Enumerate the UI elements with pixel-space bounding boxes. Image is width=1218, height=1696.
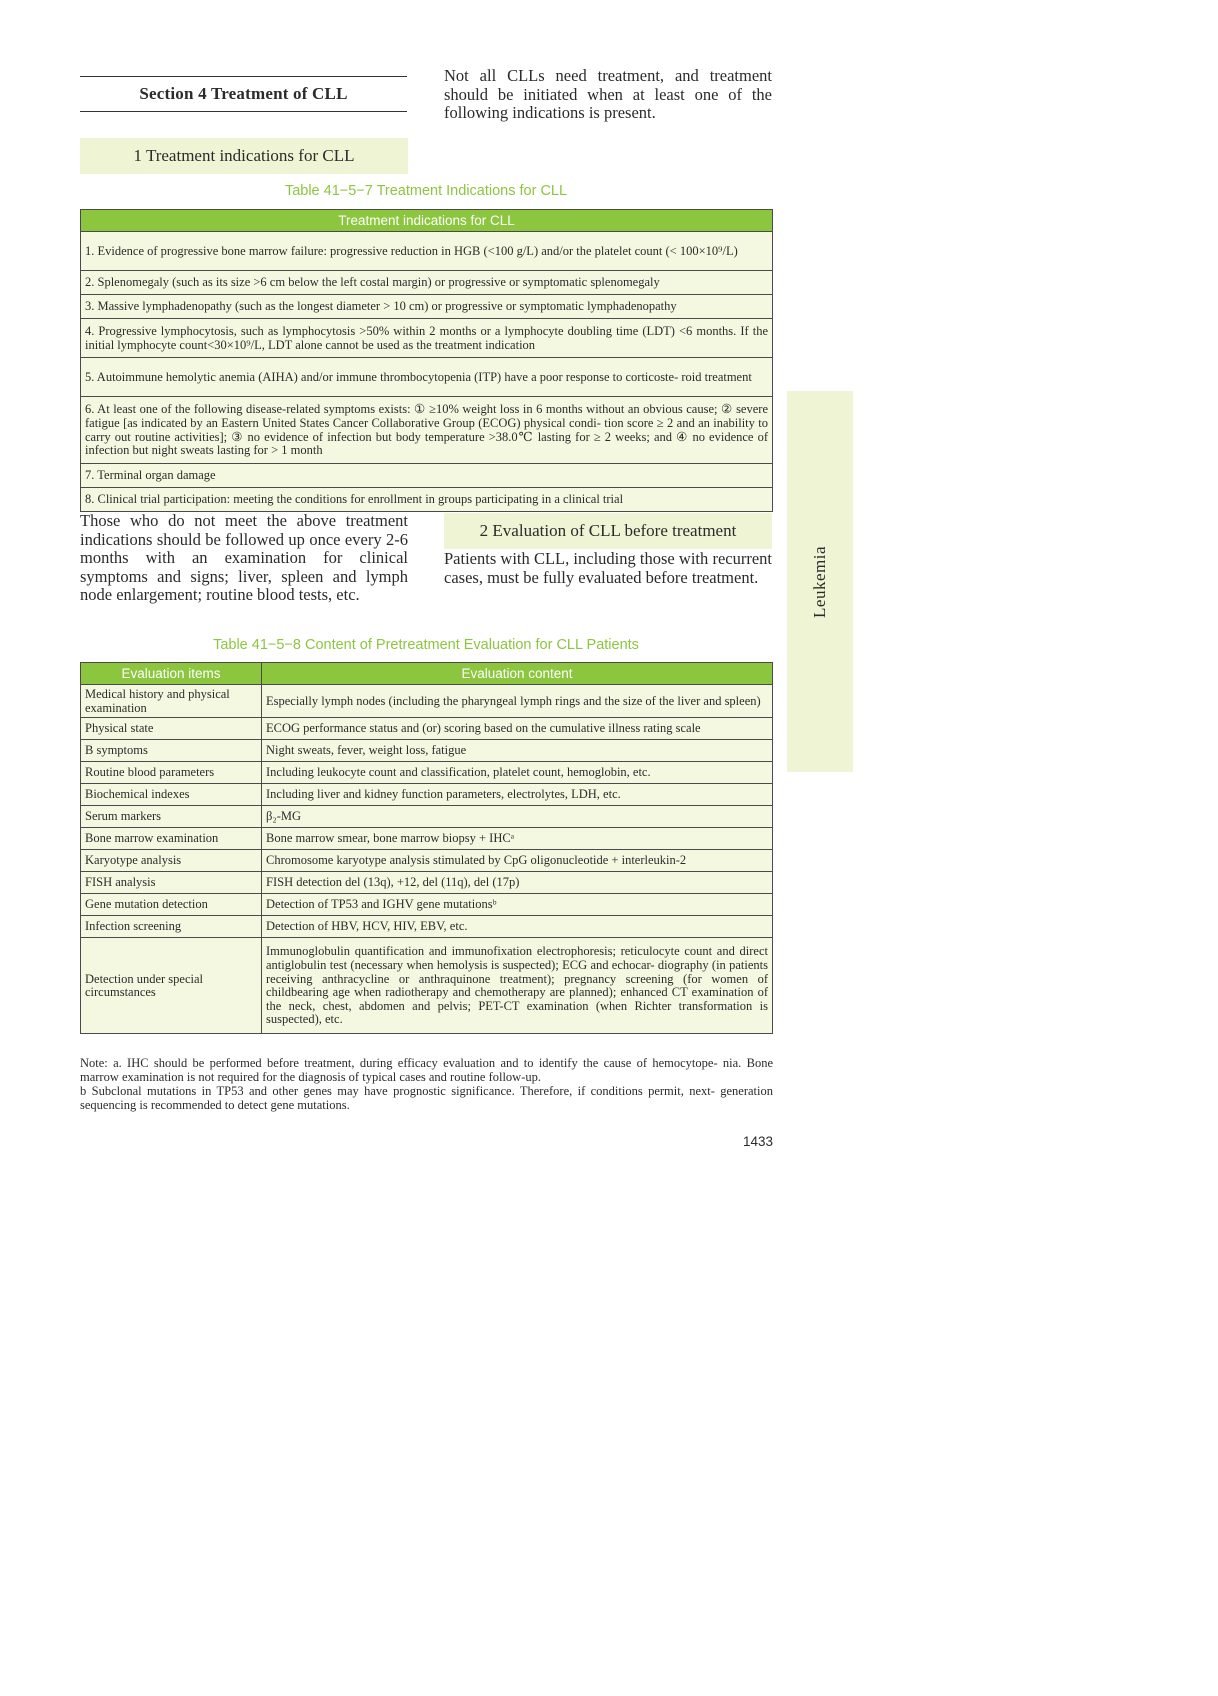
table-row xyxy=(81,488,773,512)
evaluation-item: Bone marrow examination xyxy=(81,828,262,850)
evaluation-item: FISH analysis xyxy=(81,872,262,894)
table-row xyxy=(81,850,773,872)
table-row xyxy=(81,685,773,718)
note-a: Note: a. IHC should be performed before treatment, during efficacy evaluation and to identify the cause of hemocytope- nia. Bone marrow examination is not required for the diagnosis of typical cases and routine follow-up. xyxy=(80,1056,773,1084)
table-row xyxy=(81,916,773,938)
table1-header: Treatment indications for CLL xyxy=(81,210,773,232)
intro-paragraph: Not all CLLs need treatment, and treatment should be initiated when at least one of the following indications is present. xyxy=(444,66,772,122)
followup-paragraph: Those who do not meet the above treatment indications should be followed up once every 2-6 months with an examination for clinical symptoms and signs; liver, spleen and lymph node enlargement; routine blood tests, etc. xyxy=(80,511,408,604)
evaluation-content: Including liver and kidney function parameters, electrolytes, LDH, etc. xyxy=(262,784,773,806)
treatment-indications-table xyxy=(80,209,773,512)
evaluation-content: Chromosome karyotype analysis stimulated by CpG oligonucleotide + interleukin-2 xyxy=(262,850,773,872)
table-row xyxy=(81,464,773,488)
evaluation-content: Including leukocyte count and classification, platelet count, hemoglobin, etc. xyxy=(262,762,773,784)
table1-cell: 7. Terminal organ damage xyxy=(81,464,773,488)
table-row xyxy=(81,784,773,806)
evaluation-content: Night sweats, fever, weight loss, fatigue xyxy=(262,740,773,762)
table1-cell: 3. Massive lymphadenopathy (such as the longest diameter > 10 cm) or progressive or symptomatic lymphadenopathy xyxy=(81,295,773,319)
evaluation-paragraph: Patients with CLL, including those with recurrent cases, must be fully evaluated before treatment. xyxy=(444,549,772,587)
evaluation-content: ECOG performance status and (or) scoring based on the cumulative illness rating scale xyxy=(262,718,773,740)
table1-cell: 2. Splenomegaly (such as its size >6 cm below the left costal margin) or progressive or symptomatic splenomegaly xyxy=(81,271,773,295)
section-title: Section 4 Treatment of CLL xyxy=(139,84,348,103)
table1-cell: 6. At least one of the following disease-related symptoms exists: ① ≥10% weight loss in 6 months without an obvious cause; ② severe fatigue [as indicated by an Eastern United States Cancer Collaborative Group (ECOG) physical condi- tion score ≥ 2 and an inability to carry out routine activities]; ③ no evidence of infection but body temperature >38.0℃ lasting for ≥ 2 weeks; and ④ no evidence of infection but night sweats lasting for > 1 month xyxy=(81,397,773,464)
table1-cell: 4. Progressive lymphocytosis, such as lymphocytosis >50% within 2 months or a lymphocyte doubling time (LDT) <6 months. If the initial lymphocyte count<30×10⁹/L, LDT alone cannot be used as the treatment indication xyxy=(81,319,773,358)
table-row xyxy=(81,872,773,894)
evaluation-item: Infection screening xyxy=(81,916,262,938)
table-row xyxy=(81,828,773,850)
evaluation-item: Karyotype analysis xyxy=(81,850,262,872)
table-row xyxy=(81,740,773,762)
section-bottom-rule xyxy=(80,111,407,112)
table-row xyxy=(81,894,773,916)
table-row xyxy=(81,397,773,464)
section-top-rule xyxy=(80,76,407,77)
evaluation-content: FISH detection del (13q), +12, del (11q), del (17p) xyxy=(262,872,773,894)
evaluation-content: Bone marrow smear, bone marrow biopsy + IHCᵃ xyxy=(262,828,773,850)
evaluation-item: Routine blood parameters xyxy=(81,762,262,784)
evaluation-item: Gene mutation detection xyxy=(81,894,262,916)
evaluation-item: Serum markers xyxy=(81,806,262,828)
evaluation-item: Medical history and physical examination xyxy=(81,685,262,718)
table-row xyxy=(81,806,773,828)
table2-caption: Table 41−5−8 Content of Pretreatment Evaluation for CLL Patients xyxy=(213,637,639,653)
evaluation-content: Immunoglobulin quantification and immunofixation electrophoresis; reticulocyte count and direct antiglobulin test (necessary when hemolysis is suspected); ECG and echocar- diography (in patients receiving anthracycline or anthraquinone treatment); pregnancy screening (for women of childbearing age when radiotherapy and chemotherapy are planned); enhanced CT examination of the neck, chest, abdomen and pelvis; PET-CT examination (when Richter transformation is suspected), etc. xyxy=(262,938,773,1034)
table-row xyxy=(81,762,773,784)
table2-header-content: Evaluation content xyxy=(262,663,773,685)
evaluation-content: Detection of HBV, HCV, HIV, EBV, etc. xyxy=(262,916,773,938)
heading-treatment-indications: 1 Treatment indications for CLL xyxy=(80,138,408,174)
evaluation-item: Detection under special circumstances xyxy=(81,938,262,1034)
table2-header-items: Evaluation items xyxy=(81,663,262,685)
evaluation-content: Especially lymph nodes (including the pharyngeal lymph rings and the size of the liver and spleen) xyxy=(262,685,773,718)
table-row xyxy=(81,295,773,319)
table-row xyxy=(81,319,773,358)
table-row xyxy=(81,271,773,295)
evaluation-item: Physical state xyxy=(81,718,262,740)
pretreatment-evaluation-table xyxy=(80,662,773,1034)
table1-caption: Table 41−5−7 Treatment Indications for CLL xyxy=(284,183,568,199)
table-notes xyxy=(80,1056,773,1112)
page-number: 1433 xyxy=(742,1134,773,1149)
table1-cell: 5. Autoimmune hemolytic anemia (AIHA) and/or immune thrombocytopenia (ITP) have a poor response to corticoste- roid treatment xyxy=(81,358,773,397)
side-tab-label: Leukemia xyxy=(810,545,829,618)
table-row xyxy=(81,232,773,271)
evaluation-content: Detection of TP53 and IGHV gene mutationsᵇ xyxy=(262,894,773,916)
table1-cell: 1. Evidence of progressive bone marrow failure: progressive reduction in HGB (<100 g/L) and/or the platelet count (< 100×10⁹/L) xyxy=(81,232,773,271)
heading-evaluation: 2 Evaluation of CLL before treatment xyxy=(444,513,772,549)
evaluation-content: β₂-MG xyxy=(262,806,773,828)
table-row xyxy=(81,718,773,740)
table1-cell: 8. Clinical trial participation: meeting the conditions for enrollment in groups participating in a clinical trial xyxy=(81,488,773,512)
note-b: b Subclonal mutations in TP53 and other genes may have prognostic significance. Therefore, if conditions permit, next- generation sequencing is recommended to detect gene mutations. xyxy=(80,1084,773,1112)
table-row xyxy=(81,358,773,397)
evaluation-item: B symptoms xyxy=(81,740,262,762)
chapter-side-tab xyxy=(787,391,853,772)
evaluation-item: Biochemical indexes xyxy=(81,784,262,806)
table-row xyxy=(81,938,773,1034)
